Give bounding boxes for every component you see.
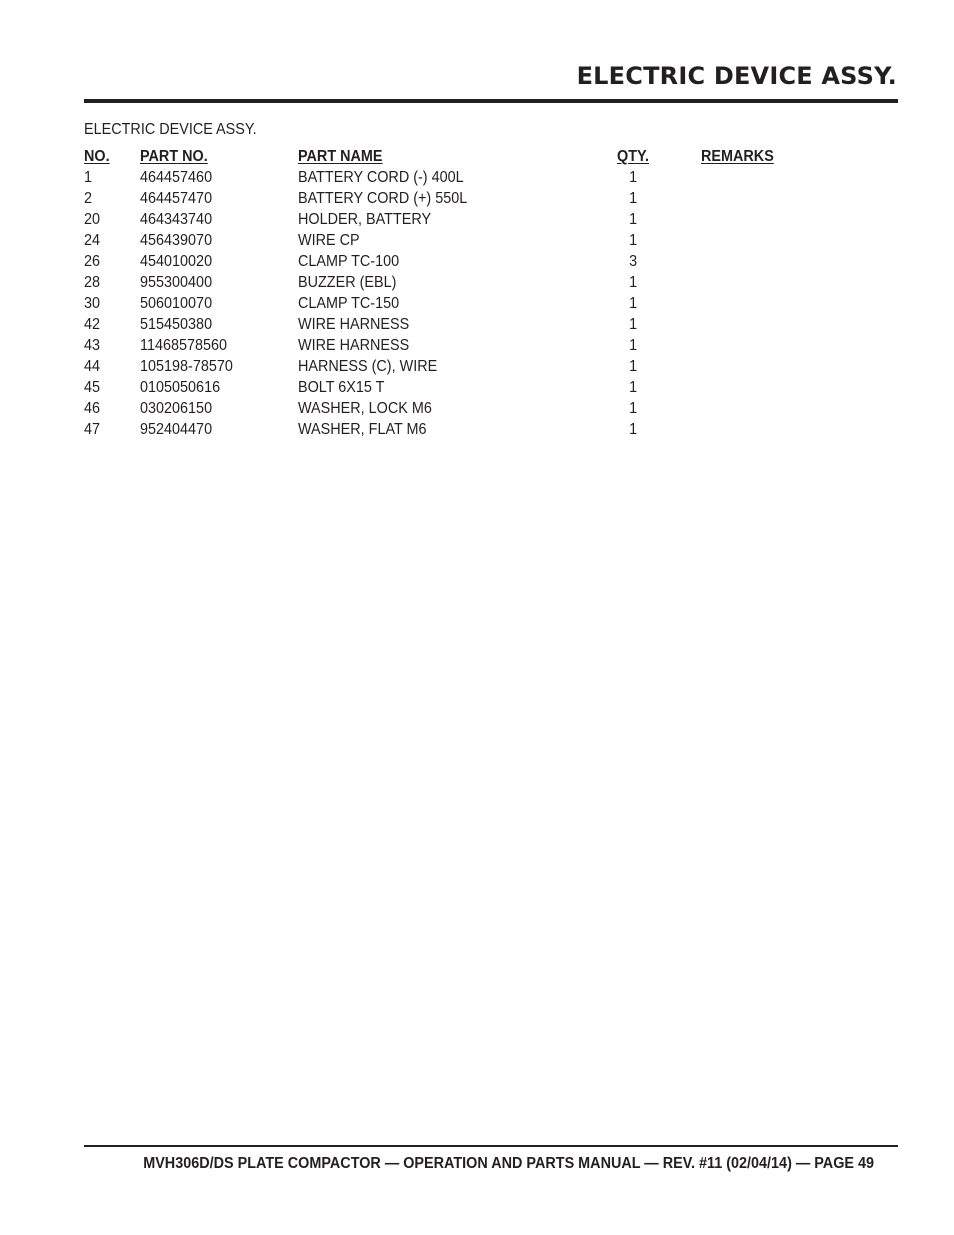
cell-part-no: 454010020 xyxy=(140,253,213,270)
cell-qty: 1 xyxy=(629,400,638,417)
table-row xyxy=(84,167,804,188)
cell-part-name: CLAMP TC-150 xyxy=(298,295,400,312)
cell-no: 1 xyxy=(84,169,93,186)
column-header-no: NO. xyxy=(84,148,110,165)
cell-no: 46 xyxy=(84,400,101,417)
cell-qty: 1 xyxy=(629,190,638,207)
table-row xyxy=(84,314,804,335)
table-header-row xyxy=(84,146,804,167)
cell-part-no: 506010070 xyxy=(140,295,213,312)
column-header-part-name: PART NAME xyxy=(298,148,383,165)
cell-no: 24 xyxy=(84,232,101,249)
cell-part-no: 464457460 xyxy=(140,169,213,186)
cell-no: 26 xyxy=(84,253,101,270)
cell-qty: 1 xyxy=(629,274,638,291)
cell-qty: 1 xyxy=(629,316,638,333)
cell-part-no: 11468578560 xyxy=(140,337,228,354)
header-divider xyxy=(84,99,898,103)
table-body xyxy=(84,167,804,440)
cell-part-no: 030206150 xyxy=(140,400,213,417)
cell-qty: 1 xyxy=(629,211,638,228)
cell-no: 43 xyxy=(84,337,101,354)
table-row xyxy=(84,419,804,440)
cell-no: 42 xyxy=(84,316,101,333)
section-caption: ELECTRIC DEVICE ASSY. xyxy=(84,121,257,138)
table-row xyxy=(84,377,804,398)
cell-part-name: BUZZER (EBL) xyxy=(298,274,397,291)
page-footer: MVH306D/DS PLATE COMPACTOR — OPERATION AND PARTS MANUAL — REV. #11 (02/04/14) — PAGE 49 xyxy=(143,1155,874,1172)
cell-qty: 1 xyxy=(629,232,638,249)
cell-part-name: WIRE HARNESS xyxy=(298,337,410,354)
cell-part-no: 456439070 xyxy=(140,232,213,249)
column-header-part-no: PART NO. xyxy=(140,148,208,165)
cell-part-no: 955300400 xyxy=(140,274,213,291)
cell-qty: 1 xyxy=(629,169,638,186)
page-title: ELECTRIC DEVICE ASSY. xyxy=(576,62,897,90)
cell-part-name: BATTERY CORD (-) 400L xyxy=(298,169,464,186)
column-header-qty: QTY. xyxy=(617,148,650,165)
table-row xyxy=(84,272,804,293)
table-row xyxy=(84,251,804,272)
cell-part-no: 464343740 xyxy=(140,211,213,228)
table-row xyxy=(84,398,804,419)
cell-part-no: 464457470 xyxy=(140,190,213,207)
cell-part-name: WIRE HARNESS xyxy=(298,316,410,333)
cell-qty: 3 xyxy=(629,253,638,270)
cell-part-name: HARNESS (C), WIRE xyxy=(298,358,438,375)
cell-part-no: 0105050616 xyxy=(140,379,221,396)
cell-no: 28 xyxy=(84,274,101,291)
table-row xyxy=(84,230,804,251)
cell-qty: 1 xyxy=(629,337,638,354)
table-row xyxy=(84,356,804,377)
cell-qty: 1 xyxy=(629,295,638,312)
cell-part-name: WASHER, LOCK M6 xyxy=(298,400,432,417)
cell-no: 2 xyxy=(84,190,93,207)
cell-part-name: WASHER, FLAT M6 xyxy=(298,421,427,438)
cell-part-no: 952404470 xyxy=(140,421,213,438)
cell-qty: 1 xyxy=(629,421,638,438)
cell-no: 20 xyxy=(84,211,101,228)
parts-table xyxy=(84,146,804,440)
cell-no: 45 xyxy=(84,379,101,396)
footer-divider xyxy=(84,1145,898,1147)
cell-no: 47 xyxy=(84,421,101,438)
cell-qty: 1 xyxy=(629,379,638,396)
cell-part-name: WIRE CP xyxy=(298,232,360,249)
cell-part-name: BATTERY CORD (+) 550L xyxy=(298,190,468,207)
table-row xyxy=(84,293,804,314)
cell-qty: 1 xyxy=(629,358,638,375)
table-row xyxy=(84,209,804,230)
cell-part-no: 105198-78570 xyxy=(140,358,233,375)
table-row xyxy=(84,188,804,209)
column-header-remarks: REMARKS xyxy=(701,148,774,165)
cell-part-no: 515450380 xyxy=(140,316,213,333)
table-row xyxy=(84,335,804,356)
cell-part-name: HOLDER, BATTERY xyxy=(298,211,432,228)
cell-no: 44 xyxy=(84,358,101,375)
cell-part-name: BOLT 6X15 T xyxy=(298,379,385,396)
cell-part-name: CLAMP TC-100 xyxy=(298,253,400,270)
cell-no: 30 xyxy=(84,295,101,312)
